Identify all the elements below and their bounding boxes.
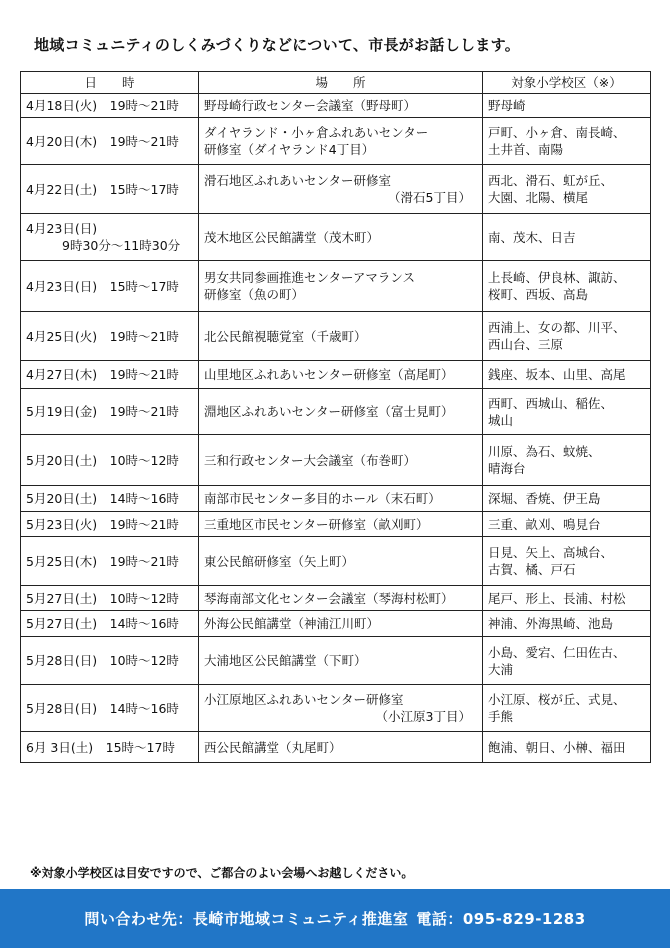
table-row [21, 435, 651, 486]
row-schools: 西浦上、女の都、川平、 西山台、三原 [483, 312, 651, 361]
row-place [199, 214, 483, 261]
table-row [21, 214, 651, 261]
row-place-text: 小江原地区ふれあいセンター研修室 [204, 692, 404, 707]
row-place-text: 野母崎行政センター会議室（野母町） [204, 98, 417, 113]
row-place [199, 732, 483, 763]
row-place-text: 山里地区ふれあいセンター研修室（高尾町） [204, 367, 454, 382]
row-schools: 尾戸、形上、長浦、村松 [483, 586, 651, 611]
row-date [21, 637, 199, 685]
row-date [21, 389, 199, 435]
row-date [21, 312, 199, 361]
row-date [21, 214, 199, 261]
table-row [21, 486, 651, 512]
footnote: ※対象小学校区は目安ですので、ご都合のよい会場へお越しください。 [30, 866, 414, 880]
row-place [199, 261, 483, 312]
row-place [199, 537, 483, 586]
row-place [199, 586, 483, 611]
row-date-text: 4月25日(火) 19時～21時 [26, 328, 179, 344]
table-row [21, 512, 651, 537]
row-date-text: 5月27日(土) 10時～12時 [26, 590, 179, 606]
table-row [21, 732, 651, 763]
row-place-text: 西公民館講堂（丸尾町） [204, 739, 342, 755]
row-place-address: （小江原3丁目） [375, 709, 471, 724]
table-row [21, 637, 651, 685]
row-place-address: （滑石5丁目） [388, 190, 471, 205]
tel-label: 電話： [416, 910, 463, 928]
row-date [21, 611, 199, 637]
row-place-text: 滑石地区ふれあいセンター研修室 [204, 173, 392, 188]
contact-label: 問い合わせ先：長崎市地域コミュニティ推進室 [84, 910, 409, 928]
row-date [21, 685, 199, 732]
table-row [21, 389, 651, 435]
table-row [21, 261, 651, 312]
table-row [21, 94, 651, 118]
row-place [199, 637, 483, 685]
row-date-text: 4月27日(木) 19時～21時 [26, 367, 179, 382]
table-row [21, 361, 651, 389]
row-place [199, 312, 483, 361]
row-place-text: 淵地区ふれあいセンター研修室（富士見町） [204, 404, 454, 419]
row-schools: 神浦、外海黒崎、池島 [483, 611, 651, 637]
row-schools: 小島、愛宕、仁田佐古、 大浦 [483, 637, 651, 685]
table-row [21, 586, 651, 611]
row-schools: 野母崎 [483, 94, 651, 118]
row-place-text: 南部市民センター多目的ホール（末石町） [204, 491, 441, 506]
row-date-text: 4月20日(木) 19時～21時 [26, 133, 179, 149]
row-date-text: 4月22日(土) 15時～17時 [26, 181, 179, 197]
row-date [21, 261, 199, 312]
row-date [21, 435, 199, 486]
row-date-text: 5月23日(火) 19時～21時 [26, 516, 179, 532]
row-date [21, 586, 199, 611]
row-place-text: 琴海南部文化センター会議室（琴海村松町） [204, 590, 454, 606]
table-row [21, 118, 651, 165]
row-place [199, 118, 483, 165]
row-date [21, 537, 199, 586]
row-date-text: 5月20日(土) 10時～12時 [26, 452, 179, 468]
row-place-text: 外海公民館講堂（神浦江川町） [204, 616, 380, 631]
row-place [199, 165, 483, 214]
row-place-text: 東公民館研修室（矢上町） [204, 553, 355, 569]
row-place [199, 486, 483, 512]
row-schools: 飽浦、朝日、小榊、福田 [483, 732, 651, 763]
row-place-text: ダイヤランド・小ヶ倉ふれあいセンター 研修室（ダイヤランド4丁目） [204, 125, 429, 157]
header-place: 場 所 [199, 72, 483, 94]
row-schools: 三重、畝刈、鳴見台 [483, 512, 651, 537]
row-date-text: 4月23日(日) [26, 221, 98, 236]
row-date-time: 9時30分～11時30分 [62, 238, 181, 253]
row-place-text: 北公民館視聴覚室（千歳町） [204, 328, 367, 344]
row-place-text: 三重地区市民センター研修室（畝刈町） [204, 516, 429, 532]
row-date-text: 5月27日(土) 14時～16時 [26, 616, 179, 631]
row-date-text: 5月19日(金) 19時～21時 [26, 404, 179, 419]
row-date-text: 5月25日(木) 19時～21時 [26, 553, 179, 569]
row-schools: 南、茂木、日吉 [483, 214, 651, 261]
contact-banner [0, 889, 670, 948]
table-row [21, 537, 651, 586]
row-date-text: 5月28日(日) 10時～12時 [26, 653, 179, 668]
row-schools: 戸町、小ヶ倉、南長崎、 土井首、南陽 [483, 118, 651, 165]
row-date [21, 165, 199, 214]
row-place [199, 389, 483, 435]
row-date-text: 6月 3日(土) 15時～17時 [26, 739, 175, 755]
row-schools: 銭座、坂本、山里、高尾 [483, 361, 651, 389]
row-date [21, 118, 199, 165]
row-date [21, 732, 199, 763]
row-schools: 日見、矢上、高城台、 古賀、橘、戸石 [483, 537, 651, 586]
table-header-row [21, 72, 651, 94]
row-schools: 小江原、桜が丘、式見、 手熊 [483, 685, 651, 732]
row-date-text: 5月20日(土) 14時～16時 [26, 491, 179, 506]
page-title: 地域コミュニティのしくみづくりなどについて、市長がお話しします。 [34, 36, 521, 54]
header-schools: 対象小学校区（※） [483, 72, 651, 94]
row-place-text: 男女共同参画推進センターアマランス 研修室（魚の町） [204, 270, 416, 302]
row-date-text: 4月18日(火) 19時～21時 [26, 98, 179, 113]
row-schools: 深堀、香焼、伊王島 [483, 486, 651, 512]
row-schools: 西町、西城山、稲佐、 城山 [483, 389, 651, 435]
row-date [21, 361, 199, 389]
row-place [199, 611, 483, 637]
row-date [21, 512, 199, 537]
table-row [21, 312, 651, 361]
row-date [21, 94, 199, 118]
row-schools: 川原、為石、蚊焼、 晴海台 [483, 435, 651, 486]
row-schools: 上長崎、伊良林、諏訪、 桜町、西坂、高島 [483, 261, 651, 312]
schedule-table [20, 71, 651, 763]
row-date-text: 5月28日(日) 14時～16時 [26, 700, 179, 716]
contact-phone: 095-829-1283 [462, 909, 586, 928]
table-row [21, 611, 651, 637]
row-place [199, 94, 483, 118]
row-place [199, 435, 483, 486]
row-place-text: 茂木地区公民館講堂（茂木町） [204, 229, 380, 245]
row-schools: 西北、滑石、虹が丘、 大園、北陽、横尾 [483, 165, 651, 214]
row-place-text: 大浦地区公民館講堂（下町） [204, 653, 367, 668]
table-row [21, 165, 651, 214]
row-place [199, 685, 483, 732]
row-date [21, 486, 199, 512]
row-place [199, 512, 483, 537]
row-place-text: 三和行政センター大会議室（布巻町） [204, 452, 417, 468]
table-row [21, 685, 651, 732]
row-place [199, 361, 483, 389]
header-date: 日 時 [21, 72, 199, 94]
row-date-text: 4月23日(日) 15時～17時 [26, 278, 179, 294]
